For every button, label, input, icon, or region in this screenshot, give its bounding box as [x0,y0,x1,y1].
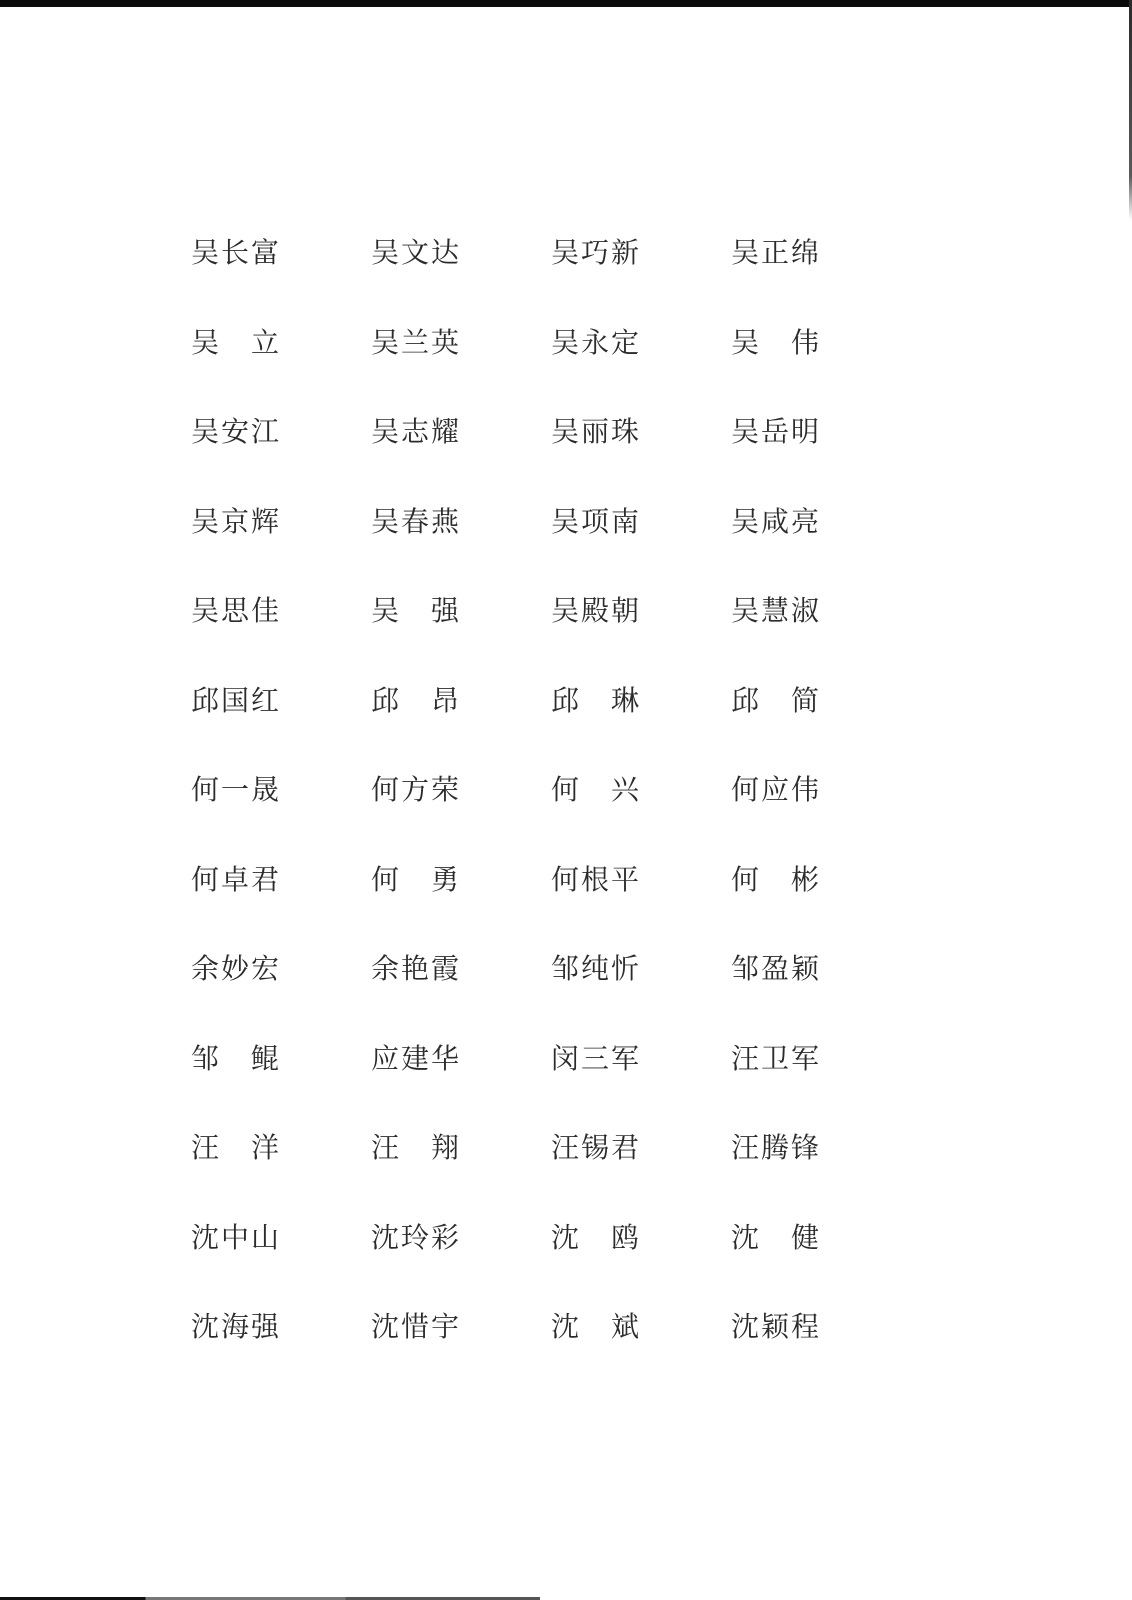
name-cell: 何根平 [551,862,642,896]
name-row [191,236,911,326]
name-cell: 何 勇 [371,862,462,896]
name-cell: 邹盈颖 [731,952,822,985]
name-cell: 沈 健 [731,1220,822,1254]
name-cell: 邱国红 [191,683,282,717]
name-cell: 吴巧新 [551,236,642,269]
name-cell: 吴永定 [551,325,642,359]
name-cell: 吴京辉 [191,504,282,538]
name-row [191,863,911,953]
name-row [191,415,911,505]
name-row [191,326,911,416]
name-cell: 吴长富 [191,236,282,269]
name-cell: 汪 洋 [191,1131,282,1164]
name-cell: 沈海强 [191,1310,282,1343]
name-row [191,1221,911,1311]
name-cell: 吴丽珠 [551,415,642,448]
name-cell: 邱 简 [731,683,822,717]
name-cell: 吴正绵 [731,236,822,269]
name-cell: 何 兴 [551,773,642,806]
name-cell: 吴 强 [371,594,462,627]
name-cell: 邹 鲲 [191,1041,282,1075]
name-row [191,594,911,684]
name-row [191,1131,911,1221]
name-row [191,1042,911,1132]
name-cell: 沈玲彩 [371,1220,462,1254]
name-cell: 吴慧淑 [731,594,822,627]
name-cell: 吴兰英 [371,325,462,359]
name-cell: 汪 翔 [371,1131,462,1164]
name-cell: 沈中山 [191,1220,282,1254]
name-cell: 沈 斌 [551,1310,642,1343]
name-cell: 吴殿朝 [551,594,642,627]
name-cell: 沈颖程 [731,1310,822,1343]
name-cell: 何应伟 [731,773,822,806]
name-cell: 吴思佳 [191,594,282,627]
name-cell: 应建华 [371,1041,462,1075]
name-row [191,684,911,774]
scan-border-top [0,0,1132,7]
name-cell: 吴安江 [191,415,282,448]
name-cell: 汪腾锋 [731,1131,822,1164]
name-cell: 余艳霞 [371,952,462,985]
name-cell: 汪锡君 [551,1131,642,1164]
name-row [191,505,911,595]
name-cell: 吴志耀 [371,415,462,448]
name-row [191,773,911,863]
name-cell: 邹纯忻 [551,952,642,985]
name-cell: 沈 鸥 [551,1220,642,1254]
name-row [191,1310,911,1400]
name-cell: 邱 琳 [551,683,642,717]
name-cell: 何 彬 [731,862,822,896]
name-cell: 吴 立 [191,325,282,359]
name-cell: 吴项南 [551,504,642,538]
name-cell: 何方荣 [371,773,462,806]
name-cell: 吴岳明 [731,415,822,448]
name-cell: 何卓君 [191,862,282,896]
name-cell: 吴文达 [371,236,462,269]
name-cell: 邱 昂 [371,683,462,717]
name-cell: 何一晟 [191,773,282,806]
name-cell: 吴咸亮 [731,504,822,538]
name-cell: 吴春燕 [371,504,462,538]
name-cell: 吴 伟 [731,325,822,359]
name-cell: 闵三军 [551,1041,642,1075]
name-row [191,952,911,1042]
name-cell: 汪卫军 [731,1041,822,1075]
name-cell: 沈惜宇 [371,1310,462,1343]
name-list-grid [191,236,911,1400]
name-cell: 余妙宏 [191,952,282,985]
